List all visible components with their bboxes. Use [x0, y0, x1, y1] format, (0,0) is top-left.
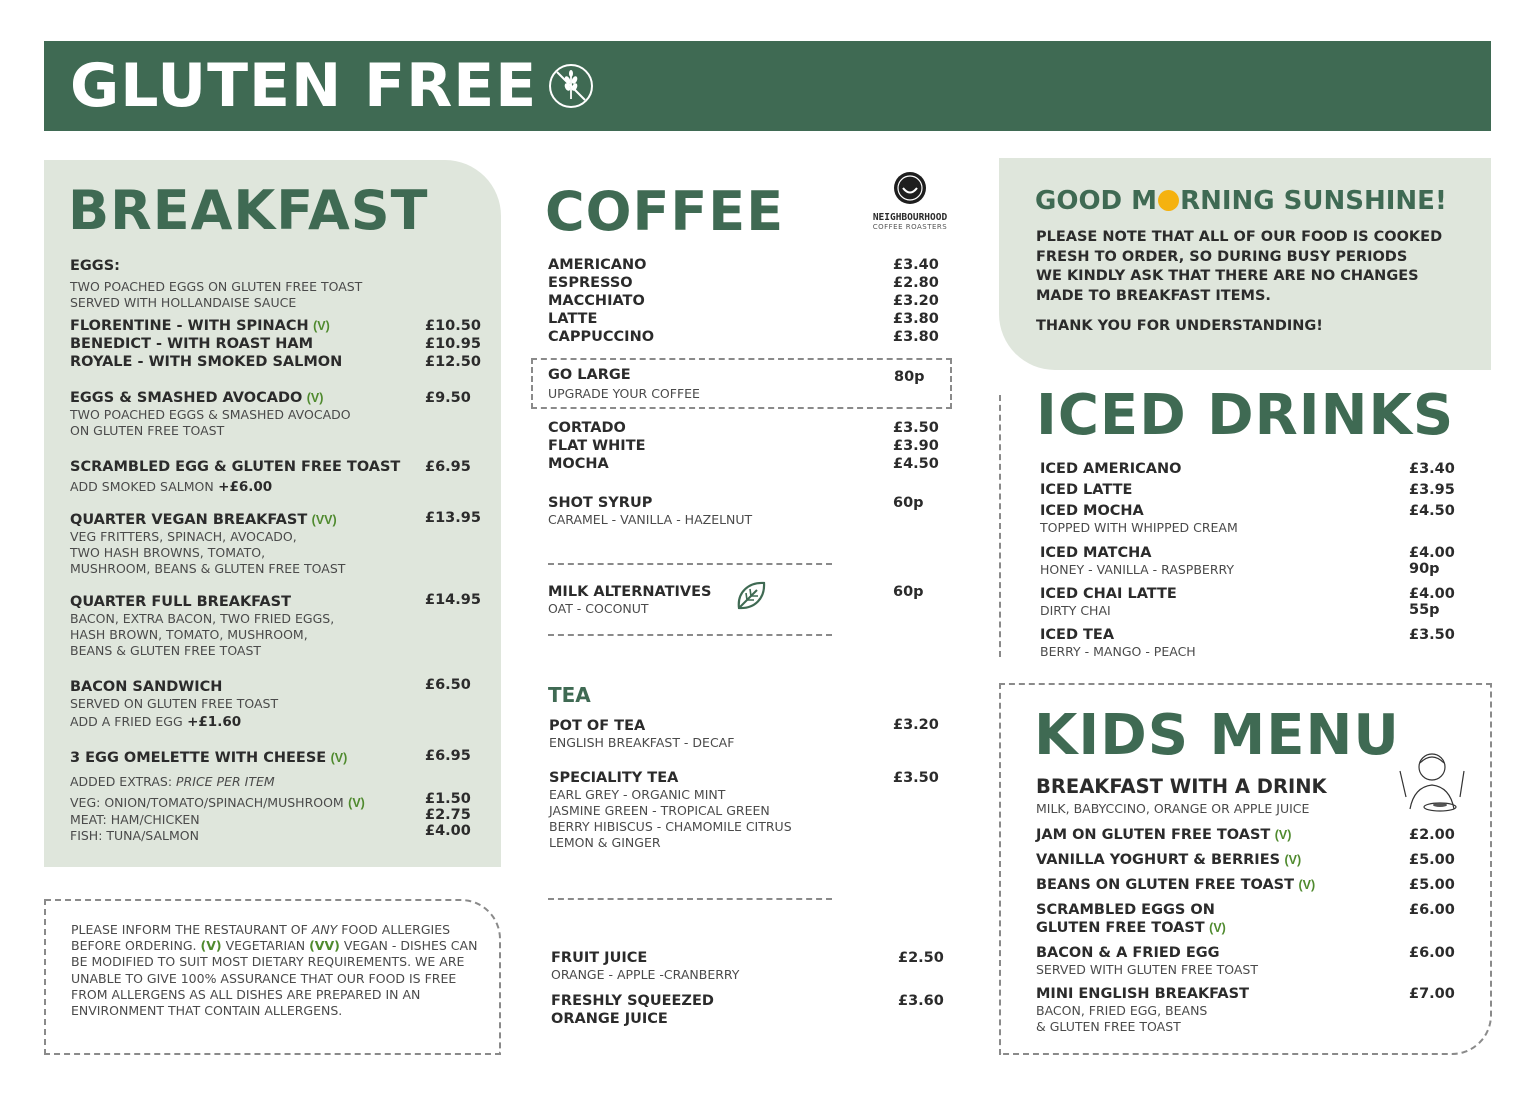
price: £3.50 [1409, 627, 1455, 643]
allergy-part: PLEASE INFORM THE RESTAURANT OF [71, 922, 308, 937]
item-name: POT OF TEA [549, 718, 646, 734]
item-name: GO LARGE [548, 367, 631, 383]
veg-tag: (V) [306, 391, 324, 405]
coffee-title: COFFEE [545, 180, 785, 243]
eggs-desc-2: SERVED WITH HOLLANDAISE SAUCE [70, 295, 297, 310]
divider [548, 563, 832, 565]
vegan-tag: (VV) [311, 513, 337, 527]
eggs-option-florentine [70, 317, 330, 335]
item-desc: OAT - COCONUT [548, 601, 649, 616]
price: £4.00 [1409, 586, 1455, 602]
menu-item-iced-matcha [1040, 544, 1234, 578]
extras-list [70, 794, 365, 844]
item-desc: JASMINE GREEN - TROPICAL GREEN [549, 803, 770, 818]
tea-title: TEA [548, 683, 591, 707]
price: £4.00 [1409, 545, 1455, 561]
item-desc: & GLUTEN FREE TOAST [1036, 1019, 1181, 1034]
item-name: MACCHIATO [548, 293, 645, 309]
notice-line: MADE TO BREAKFAST ITEMS. [1036, 287, 1271, 304]
allergy-emphasis: ANY [311, 922, 338, 937]
item-name: ESPRESSO [548, 275, 633, 291]
item-name: SPECIALITY TEA [549, 770, 679, 786]
menu-item-quarter-full [70, 593, 334, 659]
kids-item-yoghurt [1036, 851, 1301, 869]
roaster-logo [862, 172, 958, 236]
addon-price: 90p [1409, 561, 1440, 577]
item-name: FRUIT JUICE [551, 950, 648, 966]
coffee-group-1-prices [893, 256, 939, 346]
item-desc: BEANS & GLUTEN FREE TOAST [70, 643, 262, 658]
allergy-text [71, 922, 481, 1019]
divider [548, 898, 832, 900]
item-name: EGGS & SMASHED AVOCADO [70, 390, 303, 406]
item-desc: CARAMEL - VANILLA - HAZELNUT [548, 512, 753, 527]
roaster-name: NEIGHBOURHOOD [872, 212, 948, 223]
item-desc: TWO POACHED EGGS & SMASHED AVOCADO [70, 407, 351, 422]
extras-label [70, 774, 275, 790]
kids-subdesc: MILK, BABYCCINO, ORANGE OR APPLE JUICE [1036, 801, 1310, 816]
item-desc: SERVED ON GLUTEN FREE TOAST [70, 696, 279, 711]
item-desc: HASH BROWN, TOMATO, MUSHROOM, [70, 627, 308, 642]
price: £6.00 [1409, 902, 1455, 918]
allergy-part: FOOD ALLERGIES BEFORE ORDERING. [71, 922, 451, 954]
child-eating-icon [1392, 749, 1474, 815]
item-name: ICED LATTE [1040, 482, 1133, 498]
item-desc: BERRY HIBISCUS - CHAMOMILE CITRUS [549, 819, 792, 834]
notice-title-part: GOOD M [1035, 186, 1158, 216]
menu-item-scrambled-egg [70, 458, 400, 496]
veg-tag: (V) [1298, 878, 1316, 892]
item-desc: ENGLISH BREAKFAST - DECAF [549, 735, 735, 750]
item-desc: ADD SMOKED SALMON [70, 479, 214, 494]
item-name: ICED CHAI LATTE [1040, 586, 1177, 602]
price: £7.00 [1409, 986, 1455, 1002]
item-name: FRESHLY SQUEEZED [551, 993, 714, 1009]
menu-item-iced-mocha [1040, 502, 1238, 536]
item-name: JAM ON GLUTEN FREE TOAST [1036, 827, 1271, 843]
item-desc: ON GLUTEN FREE TOAST [70, 423, 225, 438]
item-name: BACON & A FRIED EGG [1036, 945, 1220, 961]
item-name: ICED MOCHA [1040, 503, 1144, 519]
item-name: VANILLA YOGHURT & BERRIES [1036, 852, 1281, 868]
veg-tag: (V) [200, 938, 222, 954]
item-desc: TOPPED WITH WHIPPED CREAM [1040, 520, 1238, 535]
price: £6.00 [1409, 945, 1455, 961]
veg-tag: (V) [1274, 828, 1292, 842]
price: 60p [893, 495, 924, 511]
price: £9.50 [425, 390, 471, 406]
price: £3.80 [893, 311, 939, 327]
veg-tag: (V) [348, 796, 365, 810]
header-banner [44, 41, 1491, 131]
price: £2.75 [425, 807, 471, 823]
item-desc: HONEY - VANILLA - RASPBERRY [1040, 562, 1235, 577]
notice-body [1036, 228, 1442, 306]
item-name: ICED AMERICANO [1040, 461, 1182, 477]
menu-item-milk-alternatives [548, 583, 711, 617]
kids-item-jam-toast [1036, 826, 1291, 844]
eggs-section [70, 257, 362, 311]
menu-item-bacon-sandwich [70, 678, 278, 731]
notice-thanks: THANK YOU FOR UNDERSTANDING! [1036, 318, 1323, 334]
iced-drinks-title: ICED DRINKS [1036, 383, 1455, 448]
divider [999, 395, 1001, 657]
item-name: GLUTEN FREE TOAST [1036, 920, 1205, 936]
item-desc: LEMON & GINGER [549, 835, 661, 850]
item-desc: ADD A FRIED EGG [70, 714, 183, 729]
menu-item-iced-americano [1040, 460, 1181, 478]
coffee-group-1 [548, 256, 654, 346]
menu-item-eggs-avocado [70, 389, 351, 439]
page-title: GLUTEN FREE [70, 51, 538, 121]
price: £4.00 [425, 823, 471, 839]
coffee-group-2-prices [893, 419, 939, 473]
price: £3.40 [893, 257, 939, 273]
price: £3.80 [893, 329, 939, 345]
menu-item-fruit-juice [551, 949, 739, 983]
notice-line: PLEASE NOTE THAT ALL OF OUR FOOD IS COOKED [1036, 229, 1443, 245]
allergy-notice [44, 899, 501, 1055]
price: £6.95 [425, 748, 471, 764]
extras-label-text: ADDED EXTRAS: [70, 774, 173, 789]
extra-item: VEG: ONION/TOMATO/SPINACH/MUSHROOM [70, 795, 344, 810]
notice-title-part: RNING SUNSHINE! [1180, 186, 1447, 216]
eggs-heading: EGGS: [70, 258, 120, 274]
item-name: MOCHA [548, 456, 609, 472]
item-name: BACON SANDWICH [70, 679, 223, 695]
price: £4.50 [1409, 503, 1455, 519]
breakfast-panel [44, 160, 501, 867]
menu-item-fresh-orange-juice [551, 992, 714, 1028]
leaf-icon [733, 578, 769, 614]
price: £5.00 [1409, 877, 1455, 893]
price: £12.50 [425, 354, 481, 370]
item-desc: BACON, FRIED EGG, BEANS [1036, 1003, 1208, 1018]
veg-tag: (V) [1209, 921, 1226, 935]
price: £3.40 [1409, 461, 1455, 477]
menu-item-quarter-vegan [70, 511, 345, 577]
go-large-box [531, 358, 952, 409]
menu-item-speciality-tea [549, 769, 792, 851]
price: £13.95 [425, 510, 481, 526]
price: 60p [893, 584, 924, 600]
item-desc: UPGRADE YOUR COFFEE [548, 386, 700, 401]
vegan-tag: (VV) [309, 938, 340, 954]
kids-item-mini-english [1036, 985, 1249, 1035]
price: £10.95 [425, 336, 481, 352]
kids-subtitle-block [1036, 775, 1327, 817]
price: £3.95 [1409, 482, 1455, 498]
coffee-group-2 [548, 419, 646, 473]
eggs-option-benedict: BENEDICT - WITH ROAST HAM [70, 336, 314, 352]
item-name: 3 EGG OMELETTE WITH CHEESE [70, 750, 327, 766]
gluten-free-icon [548, 63, 594, 109]
roaster-subtitle: COFFEE ROASTERS [872, 223, 948, 231]
addon-price: 55p [1409, 602, 1440, 618]
extra-price: +£6.00 [218, 479, 273, 495]
price: £2.80 [893, 275, 939, 291]
extra-item: MEAT: HAM/CHICKEN [70, 812, 200, 827]
kids-menu-title: KIDS MENU [1034, 703, 1400, 768]
item-name: FLORENTINE - WITH SPINACH [70, 318, 309, 334]
price: £2.50 [898, 950, 944, 966]
breakfast-title: BREAKFAST [68, 179, 429, 242]
menu-item-iced-chai-latte [1040, 585, 1177, 619]
item-desc: BACON, EXTRA BACON, TWO FRIED EGGS, [70, 611, 335, 626]
item-name: LATTE [548, 311, 598, 327]
price: 80p [894, 369, 925, 385]
price: £1.50 [425, 791, 471, 807]
notice-title [1035, 186, 1447, 216]
veg-tag: (V) [1284, 853, 1302, 867]
veg-tag: (V) [313, 319, 330, 333]
item-name: SCRAMBLED EGG & GLUTEN FREE TOAST [70, 459, 401, 475]
item-desc: TWO HASH BROWNS, TOMATO, [70, 545, 266, 560]
price: £3.50 [893, 770, 939, 786]
notice-line: FRESH TO ORDER, SO DURING BUSY PERIODS [1036, 248, 1408, 265]
menu-item-shot-syrup [548, 494, 752, 528]
item-name: BEANS ON GLUTEN FREE TOAST [1036, 877, 1295, 893]
price: £6.50 [425, 677, 471, 693]
menu-item-pot-of-tea [549, 717, 734, 751]
eggs-desc-1: TWO POACHED EGGS ON GLUTEN FREE TOAST [70, 279, 363, 294]
kids-subtitle: BREAKFAST WITH A DRINK [1036, 775, 1327, 798]
item-name: ICED MATCHA [1040, 545, 1152, 561]
price: £3.20 [893, 717, 939, 733]
item-desc: EARL GREY - ORGANIC MINT [549, 787, 726, 802]
price: £6.95 [425, 459, 471, 475]
price: £14.95 [425, 592, 481, 608]
menu-item-iced-tea [1040, 626, 1196, 660]
price: £5.00 [1409, 852, 1455, 868]
eggs-option-royale: ROYALE - WITH SMOKED SALMON [70, 354, 343, 370]
price: £4.50 [893, 456, 939, 472]
price: £3.60 [898, 993, 944, 1009]
price: £10.50 [425, 318, 481, 334]
menu-item-iced-latte [1040, 481, 1132, 499]
kids-item-scrambled-eggs [1036, 901, 1226, 937]
item-name: QUARTER VEGAN BREAKFAST [70, 512, 308, 528]
allergy-part: VEGAN - DISHES CAN BE MODIFIED TO SUIT MOST DIETARY REQUIREMENTS. WE ARE UNABLE TO GIVE 100% ASSURANCE THAT OUR FOOD IS FREE FROM ALLERGENS AS ALL DISHES ARE PREPARED IN AN ENVIRONMENT THAT CONTAIN ALLERGENS. [71, 938, 478, 1019]
item-name: SHOT SYRUP [548, 495, 653, 511]
item-name: AMERICANO [548, 257, 647, 273]
item-name: ORANGE JUICE [551, 1011, 668, 1027]
veg-tag: (V) [330, 751, 348, 765]
item-name: QUARTER FULL BREAKFAST [70, 594, 291, 610]
item-name: MILK ALTERNATIVES [548, 584, 712, 600]
extra-item: FISH: TUNA/SALMON [70, 828, 199, 843]
item-name: SCRAMBLED EGGS ON [1036, 902, 1215, 918]
item-desc: BERRY - MANGO - PEACH [1040, 644, 1196, 659]
notice-panel [999, 158, 1491, 370]
smiley-logo-icon [894, 172, 926, 204]
extras-label-italic: PRICE PER ITEM [176, 774, 275, 789]
price: £3.20 [893, 293, 939, 309]
item-name: CAPPUCCINO [548, 329, 655, 345]
sun-icon [1158, 190, 1179, 211]
notice-line: WE KINDLY ASK THAT THERE ARE NO CHANGES [1036, 268, 1419, 284]
item-name: FLAT WHITE [548, 438, 646, 454]
item-name: MINI ENGLISH BREAKFAST [1036, 986, 1249, 1002]
item-desc: DIRTY CHAI [1040, 603, 1111, 618]
menu-item-omelette [70, 749, 347, 767]
item-name: CORTADO [548, 420, 626, 436]
extra-price: +£1.60 [187, 714, 242, 730]
item-name: ICED TEA [1040, 627, 1115, 643]
item-desc: SERVED WITH GLUTEN FREE TOAST [1036, 962, 1258, 977]
item-desc: MUSHROOM, BEANS & GLUTEN FREE TOAST [70, 561, 346, 576]
item-desc: VEG FRITTERS, SPINACH, AVOCADO, [70, 529, 297, 544]
price: £3.90 [893, 438, 939, 454]
price: £2.00 [1409, 827, 1455, 843]
item-desc: ORANGE - APPLE -CRANBERRY [551, 967, 740, 982]
allergy-part: VEGETARIAN [225, 938, 306, 954]
kids-item-bacon-egg [1036, 944, 1258, 978]
price: £3.50 [893, 420, 939, 436]
divider [548, 634, 832, 636]
kids-item-beans-toast [1036, 876, 1315, 894]
